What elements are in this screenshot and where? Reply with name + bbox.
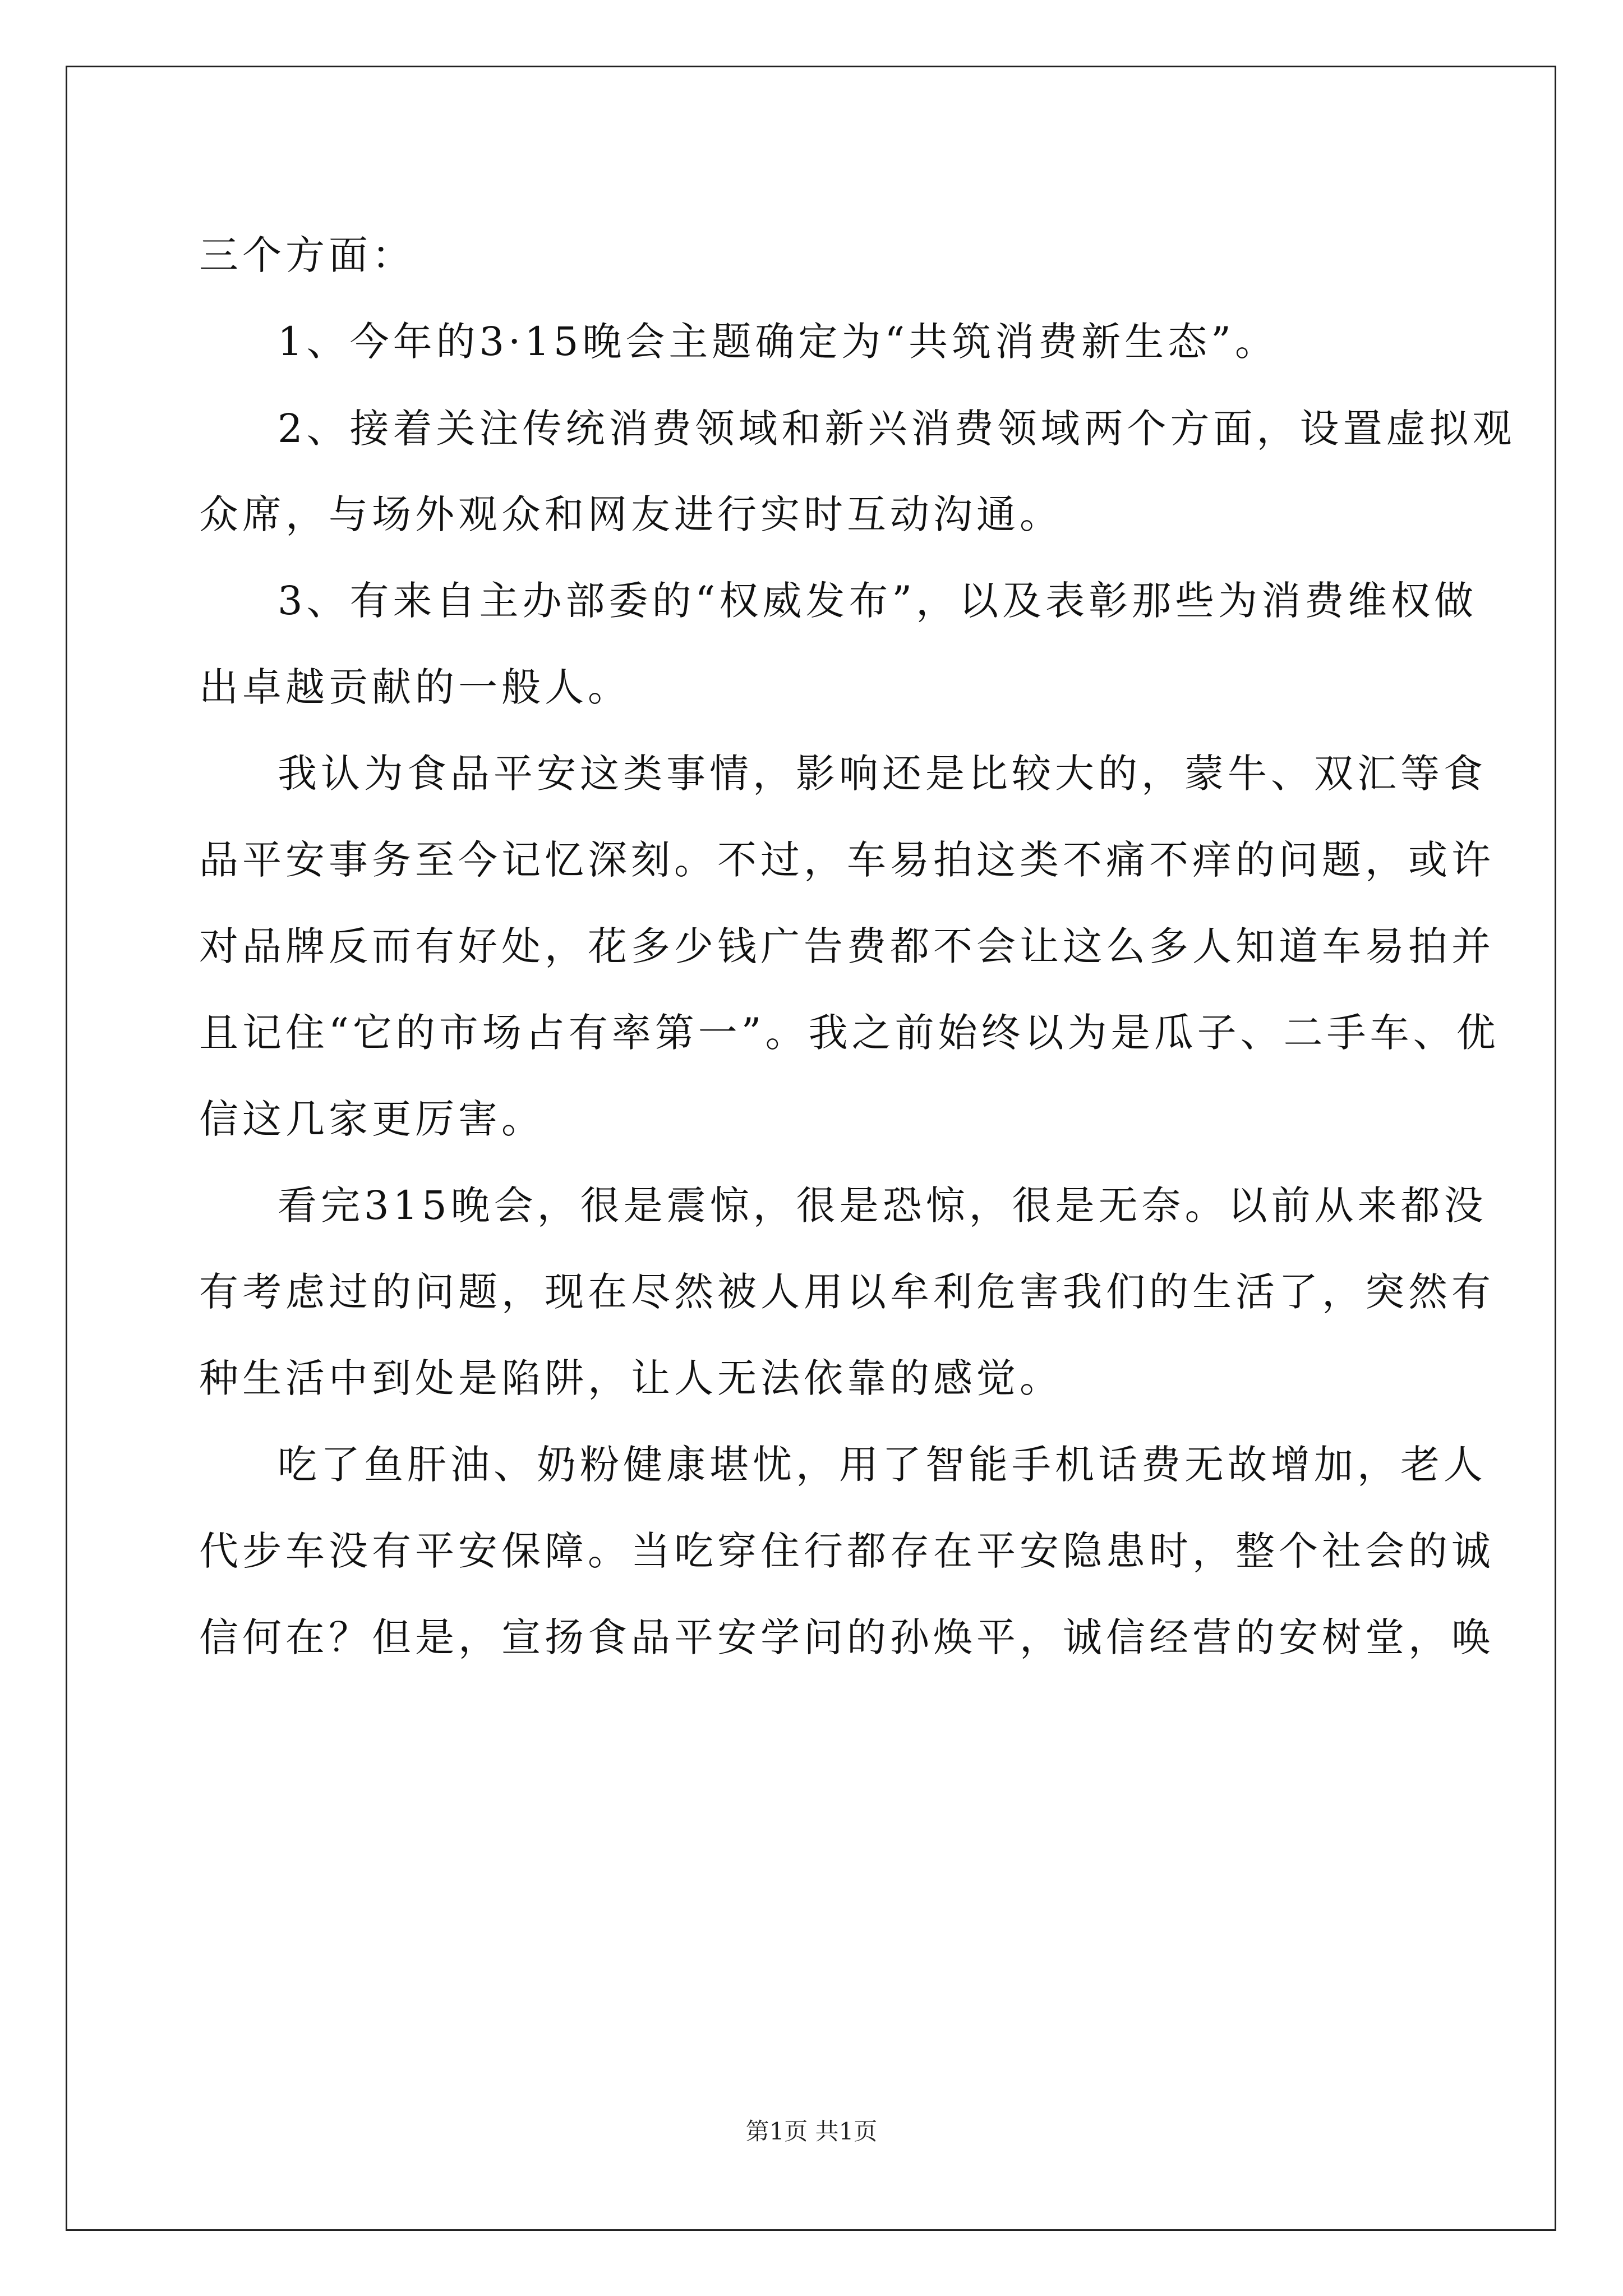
text-line: 出卓越贡献的一般人。 [199, 664, 631, 710]
text-line: 种生活中到处是陷阱，让人无法依靠的感觉。 [199, 1355, 1063, 1401]
text-line: 1、今年的3·15晚会主题确定为“共筑消费新生态”。 [278, 319, 1278, 365]
text-line: 品平安事务至今记忆深刻。不过，车易拍这类不痛不痒的问题，或许 [199, 837, 1495, 883]
text-line: 三个方面： [199, 232, 415, 278]
text-line: 且记住“它的市场占有率第一”。我之前始终以为是瓜子、二手车、优 [199, 1010, 1500, 1056]
text-line: 有考虑过的问题，现在尽然被人用以牟利危害我们的生活了，突然有 [199, 1269, 1495, 1315]
page-number-footer: 第1页 共1页 [745, 2118, 878, 2145]
text-line: 看完315晚会，很是震惊，很是恐惊，很是无奈。以前从来都没 [278, 1182, 1487, 1228]
text-line: 2、接着关注传统消费领域和新兴消费领域两个方面，设置虚拟观 [278, 406, 1516, 452]
text-line: 吃了鱼肝油、奶粉健康堪忧，用了智能手机话费无故增加，老人 [278, 1442, 1487, 1488]
text-line: 众席，与场外观众和网友进行实时互动沟通。 [199, 491, 1063, 537]
text-line: 信这几家更厉害。 [199, 1096, 545, 1142]
text-line: 对品牌反而有好处，花多少钱广告费都不会让这么多人知道车易拍并 [199, 923, 1495, 969]
text-line: 代步车没有平安保障。当吃穿住行都存在平安隐患时，整个社会的诚 [199, 1528, 1495, 1574]
text-line: 信何在？但是，宣扬食品平安学问的孙焕平，诚信经营的安树堂，唤 [199, 1614, 1495, 1660]
text-line: 3、有来自主办部委的“权威发布”，以及表彰那些为消费维权做 [278, 578, 1478, 624]
text-line: 我认为食品平安这类事情，影响还是比较大的，蒙牛、双汇等食 [278, 751, 1487, 797]
